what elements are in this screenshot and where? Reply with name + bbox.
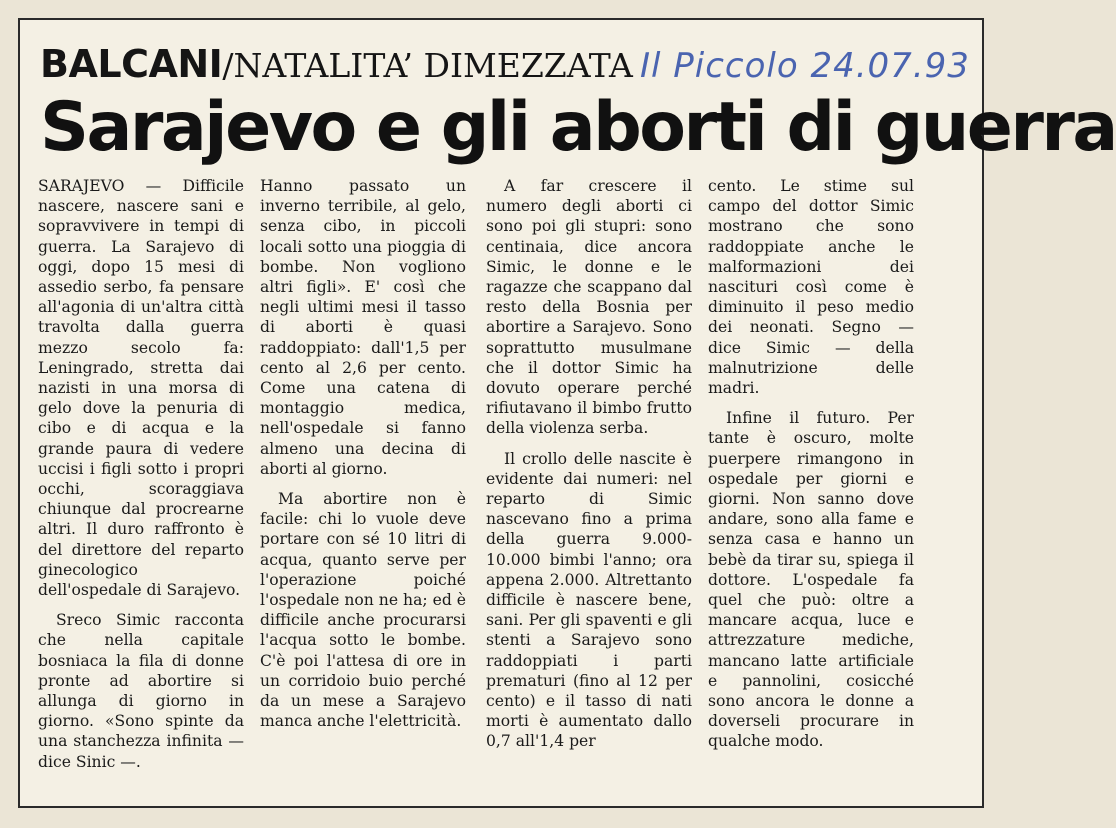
article-column-2: [260, 176, 466, 731]
kicker-topic: NATALITA’ DIMEZZATA: [233, 46, 633, 85]
section-kicker: [40, 42, 633, 92]
paragraph: Il crollo delle nascite è evidente dai numeri: nel reparto di Simic nascevano fino a prima della guerra 9.000-10.000 bimbi l'anno; ora appena 2.000. Altrettanto difficile è nascere bene, sani. Per gli spaventi e gli stenti a Sarajevo sono raddoppiati i parti prematuri (fino al 12 per cento) e il tasso di nati morti è aumentato dallo 0,7 all'1,4 per: [486, 449, 692, 751]
paragraph: Infine il futuro. Per tante è oscuro, molte puerpere rimangono in ospedale per giorni e giorni. Non sanno dove andare, sono alla fame e senza casa e hanno un bebè da tirar su, spiega il dottore. L'ospedale fa quel che può: oltre a mancare acqua, luce e attrezzature mediche, mancano latte artificiale e pannolini, cosicché sono ancora le donne a doverseli procurare in qualche modo.: [708, 409, 914, 751]
paragraph: cento. Le stime sul campo del dottor Simic mostrano che sono raddoppiate anche le malformazioni dei nascituri così come è diminuito il peso medio dei neonati. Segno — dice Simic — della malnutrizione delle madri.: [708, 177, 914, 398]
kicker-separator: /: [222, 46, 234, 85]
paragraph: Sreco Simic racconta che nella capitale bosniaca la fila di donne pronte ad abortire si allunga di giorno in giorno. «Sono spinte da una stanchezza infinita — dice Sinic —.: [38, 611, 244, 771]
paragraph: Ma abortire non è facile: chi lo vuole deve portare con sé 10 litri di acqua, quanto serve per l'operazione poiché l'ospedale non ne ha; ed è difficile anche procurarsi l'acqua sotto le bombe. C'è poi l'attesa di ore in un corridoio buio perché da un mese a Sarajevo manca anche l'elettricità.: [260, 490, 466, 731]
article-column-1: [38, 176, 244, 772]
paragraph: Hanno passato un inverno terribile, al gelo, senza cibo, in piccoli locali sotto una pioggia di bombe. Non vogliono altri figli». E' così che negli ultimi mesi il tasso di aborti è quasi raddoppiato: dall'1,5 per cento al 2,6 per cento. Come una catena di montaggio medica, nell'ospedale si fanno almeno una decina di aborti al giorno.: [260, 177, 466, 478]
paragraph: A far crescere il numero degli aborti ci sono poi gli stupri: sono centinaia, dice ancora Simic, le donne e le ragazze che scappano dal resto della Bosnia per abortire a Sarajevo. Sono soprattutto musulmane che il dottor Simic ha dovuto operare perché rifiutavano il bimbo frutto della violenza serba.: [486, 177, 692, 438]
kicker-section: BALCANI: [40, 42, 223, 86]
article-column-3: [486, 176, 692, 752]
handwritten-source-note: Il Piccolo 24.07.93: [640, 46, 970, 86]
newspaper-clipping: [18, 18, 1116, 808]
paragraph: SARAJEVO — Difficile nascere, nascere sani e sopravvivere in tempi di guerra. La Sarajevo di oggi, dopo 15 mesi di assedio serbo, fa pensare all'agonia di un'altra città travolta dalla guerra mezzo secolo fa: Leningrado, stretta dai nazisti in una morsa di gelo dove la penuria di cibo e di acqua e la grande paura di vedere uccisi i figli sotto i propri occhi, scoraggiava chiunque dal procrearne altri. Il duro raffronto è del direttore del reparto ginecologico dell'ospedale di Sarajevo.: [38, 177, 244, 600]
article-column-4: [708, 176, 914, 752]
article-headline: Sarajevo e gli aborti di guerra: [40, 88, 1116, 167]
